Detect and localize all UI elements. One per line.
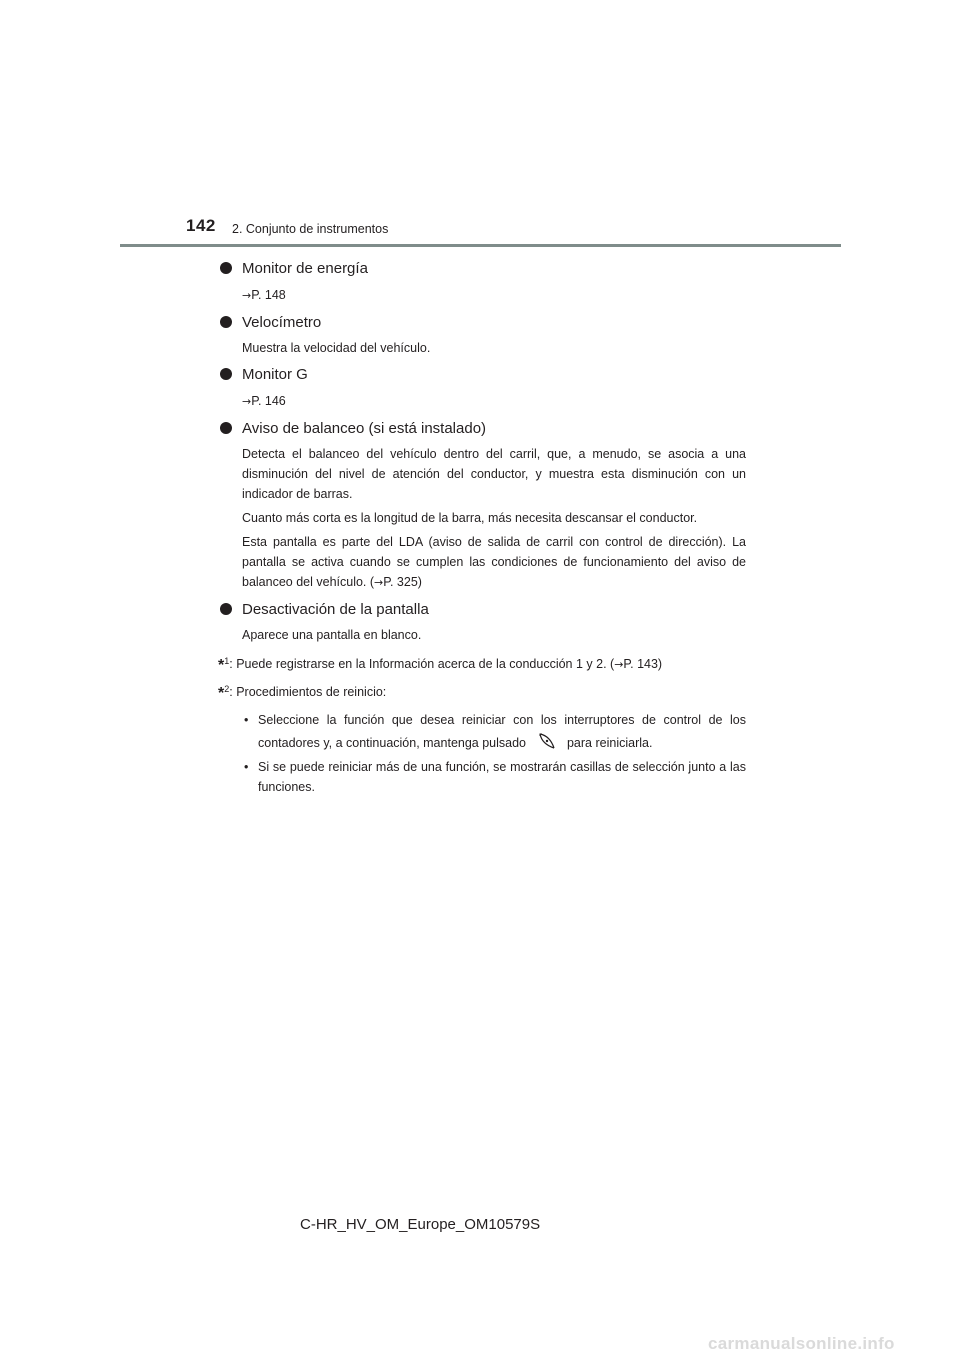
arrow-icon: →	[374, 576, 384, 589]
section-heading	[218, 597, 746, 621]
watermark: carmanualsonline.info	[708, 1334, 895, 1353]
page-header	[0, 0, 960, 250]
footnote-1	[218, 651, 746, 676]
list-item	[242, 710, 746, 753]
list-item	[242, 757, 746, 797]
footnote-number: 1	[224, 656, 230, 666]
bullet-icon	[220, 262, 232, 274]
reference-link[interactable]: P. 146	[251, 394, 286, 408]
bullet-icon	[220, 316, 232, 328]
page-number: 142	[186, 216, 216, 235]
footnotes	[218, 651, 746, 797]
arrow-icon: →	[242, 289, 252, 302]
bullet-icon	[220, 368, 232, 380]
page-content	[218, 252, 746, 801]
body-paragraph: Aparece una pantalla en blanco.	[242, 628, 422, 642]
body-paragraph	[242, 532, 746, 593]
meter-select-button-icon	[536, 730, 558, 752]
heading-text: Monitor G	[242, 365, 308, 383]
section-g-monitor	[218, 362, 746, 412]
footnote-asterisk: *	[218, 685, 225, 702]
section-heading	[218, 310, 746, 334]
bullet-icon	[220, 603, 232, 615]
chapter-title: 2. Conjunto de instrumentos	[232, 222, 389, 236]
list-item-text: Seleccione la función que desea reiniciar con los interruptores de control de los contadores y, a continuación, mantenga pulsado	[258, 713, 746, 750]
reference-link[interactable]: P. 143)	[623, 657, 663, 671]
section-heading	[218, 362, 746, 386]
heading-text: Aviso de balanceo (si está instalado)	[242, 419, 487, 437]
list-item-text: para reiniciarla.	[566, 736, 653, 750]
footnote-number: 2	[224, 684, 230, 694]
manual-code: C-HR_HV_OM_Europe_OM10579S	[300, 1216, 541, 1233]
footnote-2	[218, 679, 746, 704]
list-item-text: Si se puede reiniciar más de una función, se mostrarán casillas de selección junto a las funciones.	[258, 760, 746, 794]
heading-text: Monitor de energía	[242, 259, 368, 277]
arrow-icon: →	[242, 395, 252, 408]
footnote-text: : Puede registrarse en la Información acerca de la conducción 1 y 2. (	[229, 657, 615, 671]
arrow-icon: →	[614, 658, 624, 671]
section-sway-warning	[218, 416, 746, 593]
section-heading	[218, 256, 746, 280]
body-paragraph: Cuanto más corta es la longitud de la barra, más necesita descansar el conductor.	[242, 511, 698, 525]
paragraph-text: Esta pantalla es parte del LDA (aviso de salida de carril con control de dirección). La pantalla se activa cuando se cumplen las condiciones de funcionamiento del aviso de balanceo del vehículo. (	[242, 535, 746, 589]
heading-text: Velocímetro	[242, 313, 322, 331]
heading-text: Desactivación de la pantalla	[242, 600, 429, 618]
reference-link[interactable]: P. 148	[251, 288, 286, 302]
section-display-off	[218, 597, 746, 645]
bullet-icon	[220, 422, 232, 434]
footnote-asterisk: *	[218, 657, 225, 674]
section-heading	[218, 416, 746, 440]
page-reference	[242, 391, 746, 412]
page-reference	[242, 285, 746, 306]
reset-procedure-list	[242, 710, 746, 797]
section-speedometer	[218, 310, 746, 358]
reference-link[interactable]: P. 325)	[383, 575, 422, 589]
body-paragraph: Detecta el balanceo del vehículo dentro del carril, que, a menudo, se asocia a una disminución del nivel de atención del conductor, y muestra esta disminución con un indicador de barras.	[242, 447, 746, 501]
header-divider	[120, 244, 841, 247]
body-paragraph: Muestra la velocidad del vehículo.	[242, 341, 431, 355]
section-energy-monitor	[218, 256, 746, 306]
footnote-text: : Procedimientos de reinicio:	[229, 685, 387, 699]
